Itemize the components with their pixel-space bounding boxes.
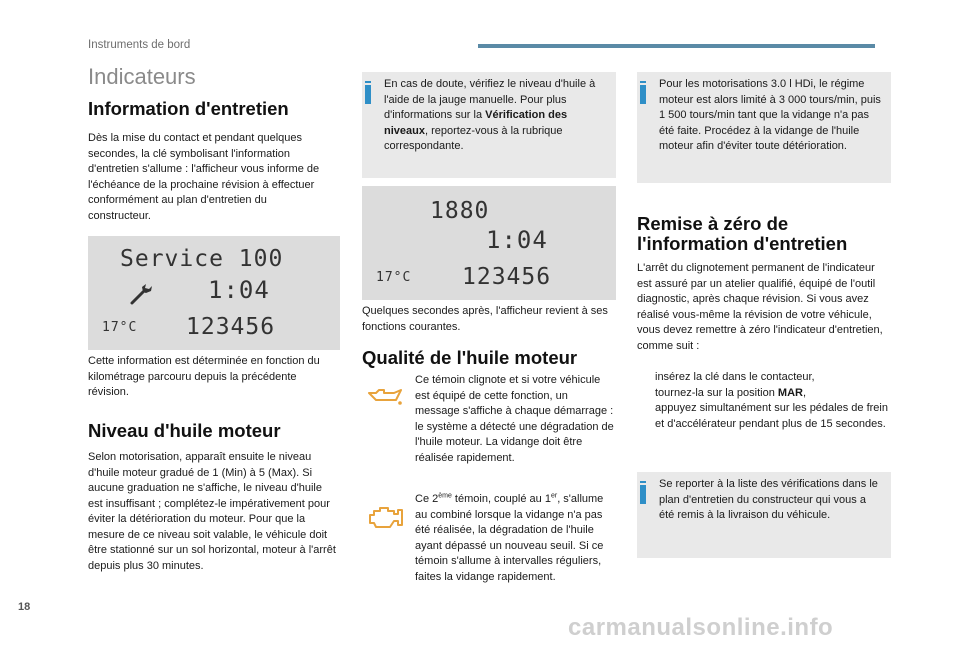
info-text-bold: Vérification des niveaux [384, 109, 568, 137]
info-icon [640, 485, 646, 504]
text-part: Ce 2 [415, 493, 439, 505]
lcd-odometer: 123456 [186, 314, 276, 340]
lcd-time: 1:04 [486, 226, 548, 254]
info-box-oil-check [362, 72, 616, 178]
superscript: er [550, 492, 558, 500]
info-box-maintenance-plan [637, 472, 891, 558]
wrench-icon [128, 281, 154, 307]
paragraph-after-lcd2: Quelques secondes après, l'afficheur revient à ses fonctions courantes. [362, 305, 608, 333]
info-text-part: En cas de doute, vérifiez le niveau d'huile à l'aide de la jauge manuelle. Pour plus d'informations sur la [384, 78, 596, 121]
list-item [637, 401, 889, 432]
oil-can-icon [366, 387, 404, 407]
text-part: témoin, couplé au 1 [451, 493, 551, 505]
page-number: 18 [18, 601, 31, 613]
superscript: ème [438, 492, 452, 500]
engine-warning-icon [366, 503, 404, 531]
lcd-temperature: 17°C [102, 320, 138, 335]
header-rule [478, 44, 875, 48]
heading-service-info: Information d'entretien [88, 98, 289, 119]
heading-oil-quality: Qualité de l'huile moteur [362, 347, 578, 368]
list-item [637, 386, 889, 402]
paragraph-oil-quality-1: Ce témoin clignote et si votre véhicule est équipé de cette fonction, un message s'affiche à chaque démarrage : le système a détecté une dégradation de l'huile moteur. La vidange doit être réalisée rapidement. [415, 374, 614, 464]
list-item-bold: MAR [777, 386, 803, 399]
list-item-text: tournez-la sur la position [655, 386, 778, 399]
paragraph-reset: L'arrêt du clignotement permanent de l'indicateur est assuré par un atelier qualifié, équipé de l'outil diagnostic, après chaque révision. Si vous avez réalisé vous-même la révision de votre véhicule, vous devez remettre à zéro l'indicateur d'entretien, comme suit : [637, 262, 883, 352]
lcd-service-display [88, 236, 340, 350]
running-header: Instruments de bord [88, 39, 191, 51]
heading-oil-level: Niveau d'huile moteur [88, 420, 281, 441]
info-box-hdi [637, 72, 891, 183]
lcd-time: 1:04 [208, 276, 270, 304]
paragraph-oil-level: Selon motorisation, apparaît ensuite le niveau d'huile moteur gradué de 1 (Min) à 5 (Max). Si aucune graduation ne s'affiche, le niveau d'huile est insuffisant ; complétez-le impérativement pour éviter la détérioration du moteur. Pour que la mesure de ce niveau soit valable, le véhicule doit être stationné sur un sol horizontal, moteur à l'arrêt depuis plus 30 minutes. [88, 451, 336, 572]
list-item-text: appuyez simultanément sur les pédales de frein et d'accélérateur pendant plus de 15 secondes. [655, 402, 888, 430]
text-part: , s'allume au combiné lorsque la vidange n'a pas été réalisée, la dégradation de l'huile ayant dépassé un nouveau seuil. Si ce témoin s'allume à intervalles réguliers, faites la vidange rapidement. [415, 493, 604, 583]
paragraph-after-lcd: Cette information est déterminée en fonction du kilométrage parcouru depuis la précédente révision. [88, 355, 320, 398]
list-item [637, 370, 889, 386]
lcd-line1: 1880 [430, 198, 490, 224]
info-text-oil-check [384, 77, 608, 155]
info-icon [640, 85, 646, 104]
info-icon [365, 85, 371, 104]
lcd-normal-display [362, 186, 616, 300]
reset-steps-list [637, 370, 889, 432]
lcd-service-text: Service 100 [120, 246, 284, 272]
page-title: Indicateurs [88, 64, 196, 89]
lcd-odometer: 123456 [462, 264, 552, 290]
paragraph-oil-quality-2 [415, 492, 615, 585]
info-text-hdi: Pour les motorisations 3.0 l HDi, le régime moteur est alors limité à 3 000 tours/min, puis 1 500 tours/min tant que la vidange n'a pas été faite. Procédez à la vidange de l'huile moteur afin d'éviter toute détérioration. [659, 78, 881, 152]
info-text-part: , reportez-vous à la rubrique correspondante. [384, 124, 563, 152]
list-item-text: insérez la clé dans le contacteur, [655, 371, 815, 383]
info-text-maintenance-plan: Se reporter à la liste des vérifications dans le plan d'entretien du constructeur qui vous a été remis à la livraison du véhicule. [659, 478, 878, 521]
list-item-text: , [802, 386, 807, 399]
paragraph-service-info: Dès la mise du contact et pendant quelques secondes, la clé symbolisant l'information d'entretien s'allume : l'afficheur vous informe de l'échéance de la prochaine révision à effectuer conformément au plan d'entretien du constructeur. [88, 132, 320, 222]
heading-reset: Remise à zéro de l'information d'entretien [637, 213, 848, 254]
lcd-temperature: 17°C [376, 270, 412, 285]
watermark-logo: carmanualsonline.info [568, 614, 834, 641]
